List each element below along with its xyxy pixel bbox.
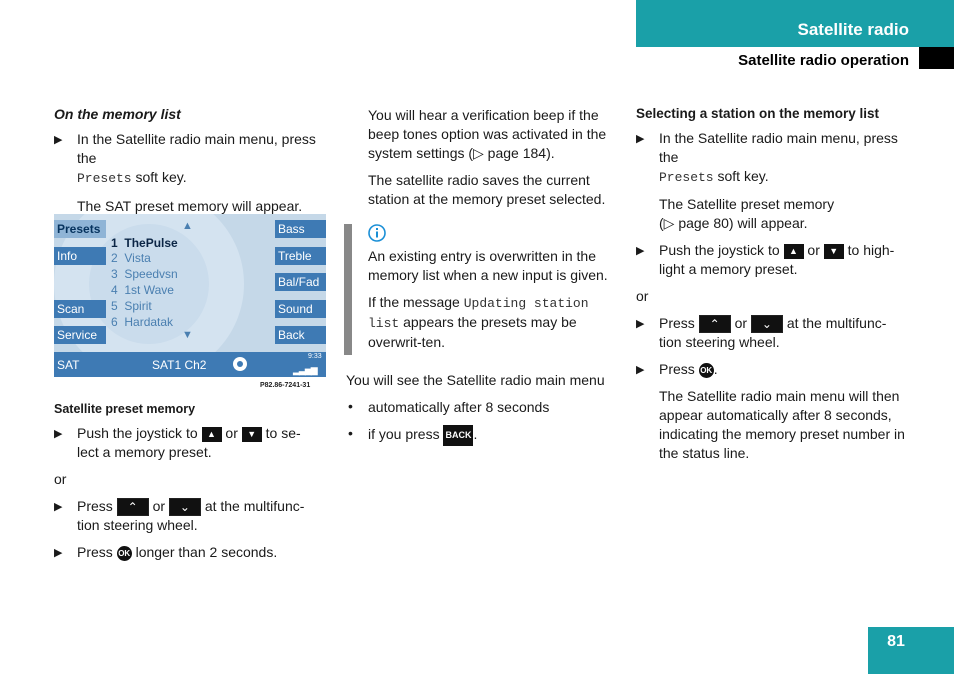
preset-row[interactable]: 5 Spirit: [111, 299, 152, 313]
image-code: P82.86-7241-31: [260, 382, 311, 389]
main-menu-return-text: The Satellite radio main menu will then appear automatically after 8 seconds, indicating the memory preset number in the status line.: [659, 388, 905, 462]
arrow-bullet-icon: ▶: [54, 134, 63, 146]
scroll-down-icon[interactable]: ▼: [182, 329, 193, 341]
page-number: 81: [887, 633, 905, 650]
bullet-step: ▶ Press ⌃ or ⌄ at the multifunc- tion steering wheel.: [636, 315, 887, 351]
bullet-step: ▶ Press OK longer than 2 seconds.: [54, 544, 278, 561]
wheel-down-button-icon: ⌄: [751, 315, 783, 333]
column-2-lower: [346, 371, 624, 446]
info-icon: [368, 224, 386, 242]
preset-memory-text: The Satellite preset memory (▷ page 80) will appear.: [659, 196, 835, 231]
column-1-lower: [54, 402, 329, 562]
dot-item: • if you press BACK .: [346, 425, 624, 446]
scroll-up-icon[interactable]: ▲: [182, 220, 193, 232]
wheel-up-button-icon: ⌃: [699, 315, 731, 333]
preset-row[interactable]: 4 1st Wave: [111, 283, 174, 297]
joystick-down-icon: ▼: [242, 427, 262, 442]
arrow-bullet-icon: ▶: [54, 501, 63, 513]
bullet-step: ▶ Press OK .: [636, 361, 718, 378]
arrow-bullet-icon: ▶: [636, 364, 645, 377]
scan-button[interactable]: Scan: [54, 300, 106, 318]
service-button[interactable]: Service: [54, 326, 106, 344]
ok-button-icon: OK: [117, 546, 132, 561]
updating-message-code: Updating station list: [368, 296, 589, 331]
wheel-up-button-icon: ⌃: [117, 498, 149, 516]
status-source: SAT: [57, 358, 80, 372]
joystick-down-icon: ▼: [824, 244, 844, 259]
preset-row[interactable]: 3 Speedvsn: [111, 267, 178, 281]
joystick-up-icon: ▲: [202, 427, 222, 442]
bal-fad-button[interactable]: Bal/Fad: [275, 273, 326, 291]
heading-memory-list: On the memory list: [54, 106, 181, 122]
subsection-title: Satellite radio operation: [738, 52, 909, 69]
wheel-down-button-icon: ⌄: [169, 498, 201, 516]
back-key-icon: BACK: [443, 425, 473, 446]
clock-time: 9:33: [308, 353, 322, 360]
saves-station-text: The satellite radio saves the current station at the memory preset selected.: [368, 172, 606, 207]
back-button[interactable]: Back: [275, 326, 326, 344]
presets-softkey-code: Presets: [77, 171, 132, 186]
sat-preset-text: The SAT preset memory will appear.: [77, 198, 303, 214]
dot-item: • automatically after 8 seconds: [348, 398, 550, 415]
disc-icon: [233, 357, 247, 371]
signal-strength-icon: ▂▃▅▆: [293, 365, 317, 375]
bullet-step: ▶ In the Satellite radio main menu, press the Presets soft key.: [54, 131, 316, 186]
bullet-dot-icon: •: [348, 398, 353, 414]
preset-row[interactable]: 6 Hardatak: [111, 315, 174, 329]
preset-memory-screen: [54, 214, 326, 377]
verification-beep-text: You will hear a verification beep if the beep tones option was activated in the system settings (▷ page 184).: [368, 107, 607, 161]
ok-button-icon: OK: [699, 363, 714, 378]
column-3: [636, 106, 918, 463]
note-bar: [344, 224, 352, 355]
status-channel: SAT1 Ch2: [152, 358, 207, 372]
column-1: [54, 106, 329, 216]
arrow-bullet-icon: ▶: [636, 133, 645, 145]
section-title: Satellite radio: [797, 20, 909, 39]
or-text: or: [54, 471, 67, 487]
header-marker: [919, 47, 954, 69]
column-2: [368, 106, 624, 209]
info-button[interactable]: Info: [54, 247, 106, 265]
treble-button[interactable]: Treble: [275, 247, 326, 265]
bullet-step: ▶ Press ⌃ or ⌄ at the multifunc- tion steering wheel.: [54, 498, 305, 534]
note-box: [368, 247, 624, 352]
presets-softkey-code: Presets: [659, 170, 714, 185]
main-menu-text: You will see the Satellite radio main menu: [346, 372, 605, 388]
heading-selecting-station: Selecting a station on the memory list: [636, 106, 880, 121]
preset-row[interactable]: 1 ThePulse: [111, 236, 178, 250]
note-overwrite-text: An existing entry is overwritten in the memory list when a new input is given.: [368, 248, 608, 283]
image-caption: Satellite preset memory: [54, 402, 196, 416]
presets-button[interactable]: Presets: [54, 220, 106, 238]
or-text: or: [636, 288, 649, 304]
preset-row[interactable]: 2 Vista: [111, 251, 151, 265]
arrow-bullet-icon: ▶: [54, 547, 63, 560]
note-message-text: If the message Updating station list appears the presets may be overwrit-ten.: [368, 294, 589, 350]
sound-button[interactable]: Sound: [275, 300, 326, 318]
bass-button[interactable]: Bass: [275, 220, 326, 238]
status-bar: [54, 352, 326, 377]
bullet-dot-icon: •: [348, 425, 353, 441]
arrow-bullet-icon: ▶: [636, 245, 645, 257]
bullet-step: ▶ Push the joystick to ▲ or ▼ to high- light a memory preset.: [636, 242, 895, 277]
arrow-bullet-icon: ▶: [636, 318, 645, 330]
bullet-step: ▶ Push the joystick to ▲ or ▼ to se- lect a memory preset.: [54, 425, 301, 460]
joystick-up-icon: ▲: [784, 244, 804, 259]
arrow-bullet-icon: ▶: [54, 428, 63, 440]
bullet-step: ▶ In the Satellite radio main menu, press the Presets soft key.: [636, 130, 898, 185]
